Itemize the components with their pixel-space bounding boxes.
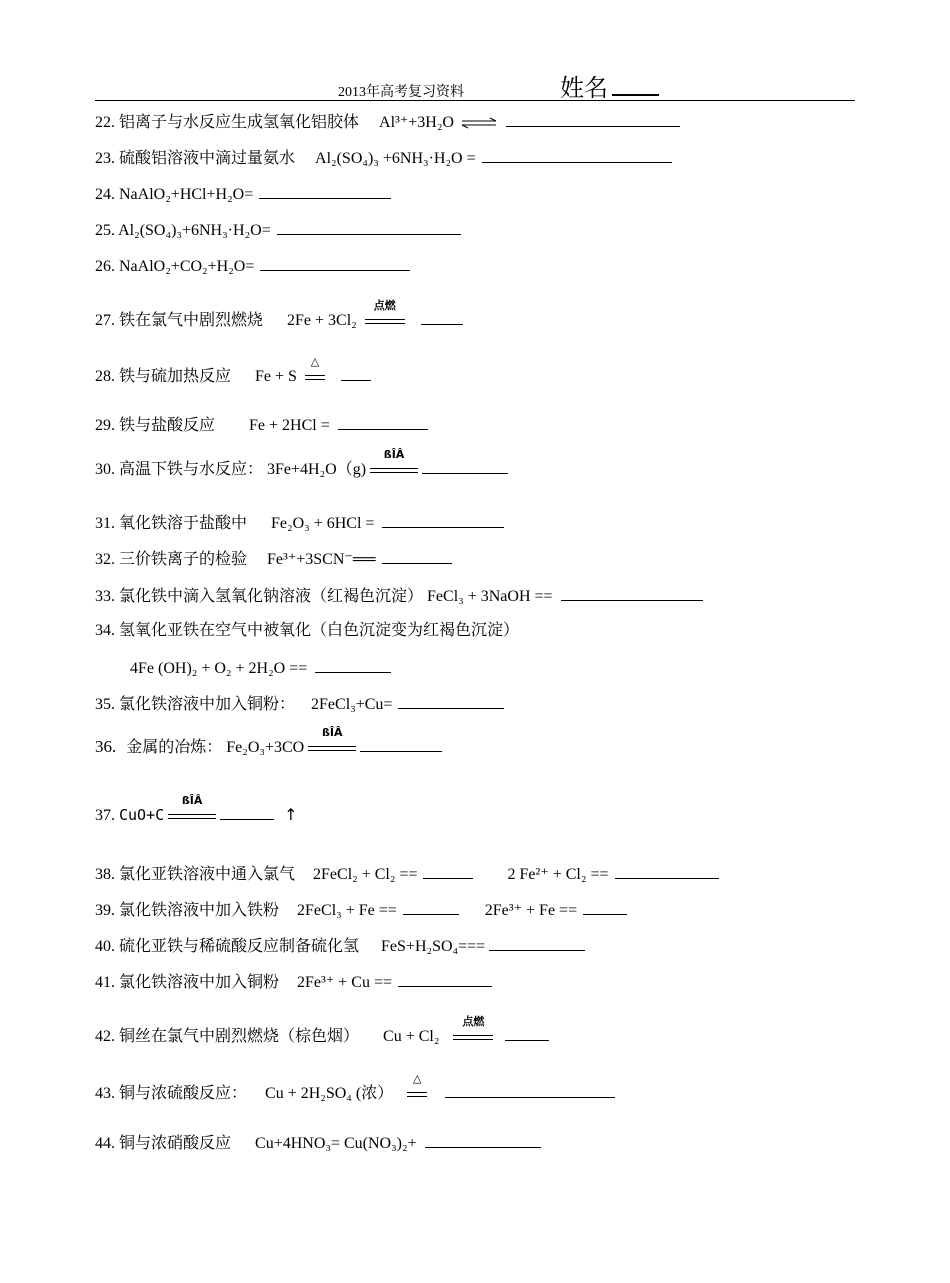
gas-up-arrow-icon: ↑ (284, 805, 298, 824)
equation-line-30 (95, 448, 508, 480)
equation-left: Cu+4HNO₃= Cu(NO₃)₂+ (255, 1135, 417, 1152)
line-description: 铁在氯气中剧烈燃烧 (119, 312, 264, 329)
line-description: 氯化亚铁溶液中通入氯气 (119, 866, 296, 883)
condition-label: ßÎÂ (181, 794, 203, 807)
equation-left: NaAlO₂+HCl+H₂O= (119, 186, 254, 203)
answer-blank[interactable] (260, 256, 410, 271)
equation-line-28 (95, 355, 371, 387)
equation-left: Al³⁺+3H₂O (379, 114, 454, 131)
equation-line-24 (95, 184, 391, 205)
answer-blank[interactable] (360, 737, 442, 752)
line-description: 金属的冶炼： (126, 739, 223, 756)
equation-left: FeS+H₂SO₄=== (381, 938, 486, 955)
condition-label: △ (412, 1072, 422, 1085)
line-description: 铜与浓硝酸反应 (119, 1135, 232, 1152)
condition-equals (370, 448, 418, 480)
equation-line-31 (95, 513, 504, 534)
condition-equals (308, 726, 356, 758)
line-number: 34. (95, 622, 115, 639)
answer-blank[interactable] (421, 310, 463, 325)
answer-blank[interactable] (315, 658, 391, 673)
name-blank[interactable] (612, 94, 659, 96)
equation-line-36 (95, 726, 442, 758)
line-description: 高温下铁与水反应： (119, 461, 264, 478)
equation-line-42 (95, 1015, 549, 1047)
condition-label: △ (310, 355, 320, 368)
line-description: 氧化铁溶于盐酸中 (119, 515, 248, 532)
double-line (365, 319, 405, 324)
answer-blank[interactable] (505, 1026, 549, 1041)
line-number: 44. (95, 1135, 115, 1152)
line-description: 氯化铁溶液中加入铜粉： (119, 696, 296, 713)
answer-blank[interactable] (482, 148, 672, 163)
line-number: 28. (95, 368, 115, 385)
equation-line-34 (95, 621, 519, 641)
line-number: 39. (95, 902, 115, 919)
equation-left: FeCl₃ + 3NaOH == (427, 588, 553, 605)
answer-blank[interactable] (403, 900, 459, 915)
line-number: 22. (95, 114, 115, 131)
answer-blank[interactable] (338, 415, 428, 430)
name-label: 姓名 (560, 76, 608, 102)
line-number: 24. (95, 186, 115, 203)
double-line (305, 375, 325, 380)
equation-line-27 (95, 299, 463, 331)
line-description: 硫化亚铁与稀硫酸反应制备硫化氢 (119, 938, 360, 955)
condition-label: ßÎÂ (383, 448, 405, 461)
line-number: 32. (95, 551, 115, 568)
equation-left: Fe₂O₃+3CO (226, 739, 305, 756)
ionic-answer-blank[interactable] (615, 864, 719, 879)
line-description: 氯化铁溶液中加入铁粉 (119, 902, 280, 919)
line-number: 23. (95, 150, 115, 167)
equation-left: Fe + S (255, 368, 297, 385)
equation-left: 2FeCl₂ + Cl₂ == (313, 866, 418, 883)
line-number: 26. (95, 258, 115, 275)
equation-left: Fe + 2HCl = (249, 417, 330, 434)
line-description: 铜与浓硫酸反应： (119, 1085, 248, 1102)
answer-blank[interactable] (277, 220, 461, 235)
answer-blank[interactable] (445, 1083, 615, 1098)
equation-line-34-continued (130, 658, 391, 679)
line-number: 42. (95, 1028, 115, 1045)
line-description: 硫酸铝溶液中滴过量氨水 (119, 150, 296, 167)
equation-line-23 (95, 148, 672, 169)
answer-blank[interactable] (423, 864, 473, 879)
equation-line-25 (95, 220, 461, 241)
answer-blank[interactable] (422, 459, 508, 474)
equation-left: Al₂(SO₄)₃ +6NH₃·H₂O = (315, 150, 476, 167)
equation-line-43 (95, 1072, 615, 1104)
line-number: 30. (95, 461, 115, 478)
equation-left: Fe₂O₃ + 6HCl = (271, 515, 375, 532)
line-number: 41. (95, 974, 115, 991)
equation-line-38 (95, 864, 719, 885)
ionic-answer-blank[interactable] (583, 900, 627, 915)
equation-left: 2Fe + 3Cl₂ (287, 312, 357, 329)
condition-equals (453, 1015, 493, 1047)
line-description: 铁与硫加热反应 (119, 368, 232, 385)
equation-line-29 (95, 415, 428, 436)
answer-blank[interactable] (506, 112, 680, 127)
line-description: 三价铁离子的检验 (119, 551, 248, 568)
equation-left: 2FeCl₃+Cu= (311, 696, 393, 713)
answer-blank[interactable] (398, 972, 492, 987)
line-number: 37. (95, 807, 115, 824)
double-line (407, 1092, 427, 1097)
answer-blank[interactable] (341, 366, 371, 381)
answer-blank[interactable] (382, 513, 504, 528)
equation-line-40 (95, 936, 585, 957)
ionic-equation-left: 2 Fe²⁺ + Cl₂ == (507, 866, 609, 883)
line-number: 29. (95, 417, 115, 434)
page-header (95, 70, 855, 101)
equation-left: Cu + 2H₂SO₄ (浓） (265, 1085, 394, 1102)
line-number: 36. (95, 737, 117, 756)
equation-line-35 (95, 694, 504, 715)
equation-left: Al₂(SO₄)₃+6NH₃·H₂O= (118, 222, 271, 239)
header-title: 2013年高考复习资料 (338, 85, 464, 100)
equation-line-37 (95, 794, 298, 826)
equation-line-26 (95, 256, 410, 277)
equation-left: 4Fe (OH)₂ + O₂ + 2H₂O == (130, 660, 308, 677)
answer-blank[interactable] (425, 1133, 541, 1148)
condition-equals (365, 299, 405, 331)
double-line (370, 468, 418, 473)
line-number: 33. (95, 588, 115, 605)
equation-left: NaAlO₂+CO₂+H₂O= (119, 258, 255, 275)
line-number: 25. (95, 222, 115, 239)
equation-left: CuO+C (119, 806, 165, 824)
condition-equals (305, 355, 325, 387)
equation-line-22 (95, 112, 680, 133)
answer-blank[interactable] (398, 694, 504, 709)
condition-equals (168, 794, 216, 826)
equation-line-41 (95, 972, 492, 993)
equation-left: 2Fe³⁺ + Cu == (297, 974, 392, 991)
equation-line-44 (95, 1133, 541, 1154)
ionic-equation-left: 2Fe³⁺ + Fe == (484, 902, 578, 919)
equation-left: Fe³⁺+3SCN⁻══ (267, 551, 376, 568)
line-number: 43. (95, 1085, 115, 1102)
answer-blank[interactable] (220, 805, 274, 820)
line-number: 35. (95, 696, 115, 713)
condition-label: 点燃 (462, 1015, 485, 1028)
condition-label: 点燃 (373, 299, 396, 312)
answer-blank[interactable] (561, 586, 703, 601)
equation-left: 2FeCl₃ + Fe == (297, 902, 397, 919)
double-line (453, 1035, 493, 1040)
double-line (168, 814, 216, 819)
equation-line-32 (95, 549, 452, 570)
answer-blank[interactable] (382, 549, 452, 564)
condition-label: ßÎÂ (321, 726, 343, 739)
line-number: 27. (95, 312, 115, 329)
reversible-arrow-icon (460, 117, 498, 129)
line-description: 铁与盐酸反应 (119, 417, 216, 434)
condition-equals (407, 1072, 427, 1104)
line-description: 铜丝在氯气中剧烈燃烧（棕色烟） (119, 1028, 360, 1045)
equation-line-33 (95, 586, 703, 607)
line-number: 40. (95, 938, 115, 955)
answer-blank[interactable] (489, 936, 585, 951)
line-description: 氯化铁溶液中加入铜粉 (119, 974, 280, 991)
double-line (308, 746, 356, 751)
equation-line-39 (95, 900, 627, 921)
equation-left: Cu + Cl₂ (383, 1028, 440, 1045)
answer-blank[interactable] (259, 184, 391, 199)
line-number: 38. (95, 866, 115, 883)
line-number: 31. (95, 515, 115, 532)
line-description: 氯化铁中滴入氢氧化钠溶液（红褐色沉淀） (119, 588, 424, 605)
line-description: 氢氧化亚铁在空气中被氧化（白色沉淀变为红褐色沉淀） (119, 622, 520, 639)
line-description: 铝离子与水反应生成氢氧化铝胶体 (119, 114, 360, 131)
equation-left: 3Fe+4H₂O（g) (267, 461, 367, 478)
